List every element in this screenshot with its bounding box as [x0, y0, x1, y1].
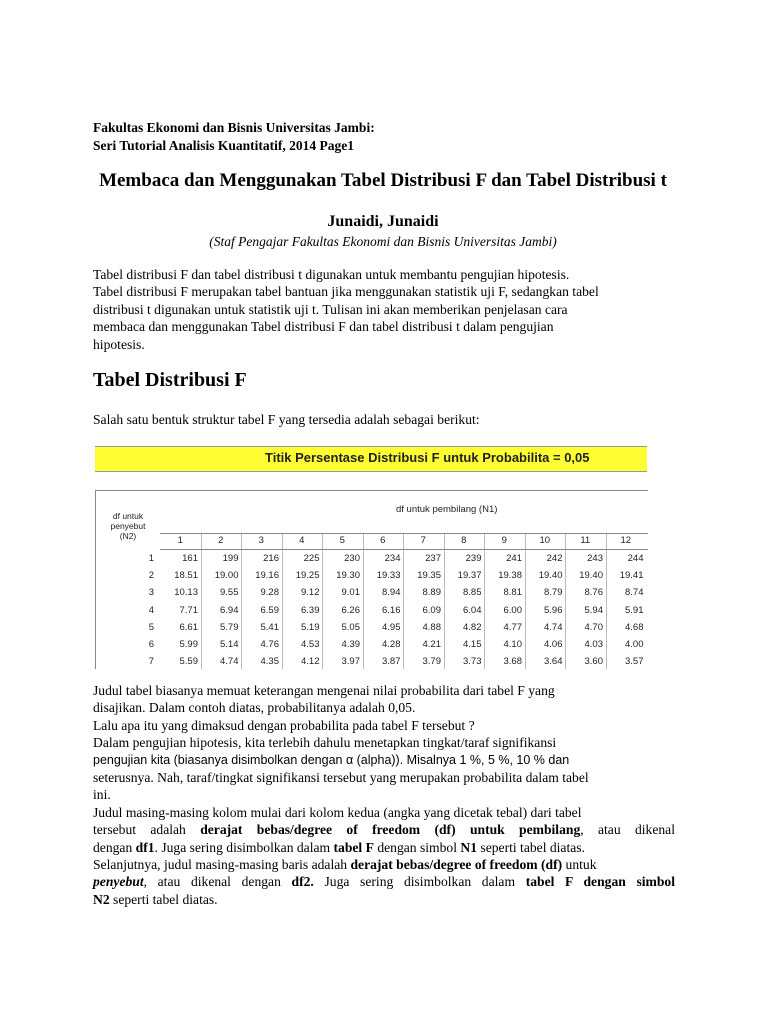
table-cell: 4.95	[382, 621, 401, 633]
table-cell: 225	[303, 553, 320, 564]
table-cell: 4.53	[301, 639, 320, 650]
column-number: 9	[501, 535, 507, 546]
table-cell: 3.57	[625, 656, 644, 668]
table-cell: 234	[384, 553, 401, 564]
table-cell: 8.81	[503, 587, 522, 599]
table-cell: 5.41	[260, 621, 279, 633]
text-run: dengan simbol	[373, 839, 461, 855]
header-line-1: Fakultas Ekonomi dan Bisnis Universitas Jambi:	[93, 120, 375, 135]
table-cell: 244	[627, 553, 644, 564]
bold-term: N1	[460, 839, 478, 855]
table-cell: 6.59	[260, 604, 279, 616]
table-cell: 4.70	[584, 621, 603, 633]
column-number: 1	[177, 535, 183, 546]
table-cell: 4.76	[260, 639, 279, 650]
table-cell: 19.16	[255, 570, 279, 582]
column-number: 3	[258, 535, 264, 546]
body-line: seterusnya. Nah, taraf/tingkat signifikansi tersebut yang merupakan probabilita dalam tabel	[93, 770, 589, 786]
table-cell: 4.28	[382, 639, 401, 650]
table-grid	[95, 490, 648, 669]
lead-text: Salah satu bentuk struktur tabel F yang tersedia adalah sebagai berikut:	[93, 412, 480, 427]
body-line	[93, 839, 675, 856]
table-cell: 4.39	[341, 639, 360, 650]
body-line: pengujian kita (biasanya disimbolkan dengan α (alpha)). Misalnya 1 %, 5 %, 10 % dan	[93, 752, 570, 767]
text-run: Juga sering disimbolkan dalam	[313, 874, 526, 890]
document-title: Membaca dan Menggunakan Tabel Distribusi F dan Tabel Distribusi t	[99, 170, 667, 191]
table-cell: 5.79	[220, 621, 239, 633]
table-cell: 6.61	[179, 621, 198, 633]
column-number: 5	[339, 535, 345, 546]
table-cell: 9.28	[260, 587, 279, 599]
section-heading: Tabel Distribusi F	[93, 369, 247, 391]
table-cell: 19.30	[336, 570, 360, 582]
table-cell: 19.35	[417, 570, 441, 582]
bold-term: df1	[135, 839, 155, 855]
header-divider	[160, 549, 648, 550]
table-cell: 237	[425, 553, 441, 564]
table-cell: 4.68	[625, 621, 644, 633]
table-cell: 19.40	[538, 570, 563, 582]
body-line: ini.	[93, 787, 111, 803]
table-cell: 8.85	[463, 587, 482, 599]
column-number: 2	[218, 535, 224, 546]
row-number: 4	[148, 604, 154, 616]
header-line-2: Seri Tutorial Analisis Kuantitatif, 2014 Page1	[93, 138, 355, 153]
table-cell: 4.15	[463, 639, 482, 650]
column-number: 6	[380, 535, 386, 546]
table-cell: 230	[344, 553, 360, 564]
body-line: disajikan. Dalam contoh diatas, probabilitanya adalah 0,05.	[93, 700, 416, 716]
table-cell: 199	[222, 553, 239, 564]
body-line: Judul masing-masing kolom mulai dari kolom kedua (angka yang dicetak tebal) dari tabel	[93, 804, 582, 820]
header-divider	[160, 533, 648, 534]
table-cell: 6.94	[220, 604, 239, 616]
table-cell: 10.13	[174, 587, 198, 599]
table-cell: 4.74	[544, 621, 563, 633]
text-run: Selanjutnya, judul masing-masing baris adalah	[93, 857, 351, 873]
table-cell: 8.94	[382, 587, 401, 599]
column-number: 10	[539, 535, 551, 546]
table-cell: 3.87	[382, 656, 401, 668]
body-line	[93, 873, 675, 890]
table-cell: 8.74	[625, 587, 644, 599]
row-header-line: (N2)	[119, 531, 137, 541]
document-header	[93, 119, 375, 155]
row-number: 6	[148, 639, 154, 650]
table-banner	[95, 446, 647, 472]
table-cell: 3.73	[463, 656, 482, 668]
bold-term: df2.	[291, 874, 314, 890]
row-number: 5	[148, 621, 154, 633]
table-cell: 3.68	[503, 656, 522, 668]
table-cell: 243	[587, 553, 603, 564]
row-number: 7	[148, 656, 154, 668]
body-line	[93, 856, 675, 873]
table-cell: 3.79	[422, 656, 441, 668]
intro-line: Tabel distribusi F merupakan tabel bantuan jika menggunakan statistik uji F, sedangkan tabel	[93, 284, 599, 300]
bold-term: derajat bebas/degree of freedom (df) untuk pembilang	[200, 822, 581, 838]
text-run: untuk	[562, 857, 597, 873]
table-cell: 4.35	[260, 656, 279, 668]
explanation-paragraphs	[93, 682, 675, 908]
body-line: Lalu apa itu yang dimaksud dengan probabilita pada tabel F tersebut ?	[93, 717, 475, 733]
table-cell: 4.10	[503, 639, 522, 650]
table-cell: 6.26	[341, 604, 360, 616]
row-number: 1	[148, 553, 154, 564]
table-cell: 241	[506, 553, 522, 564]
bold-italic-term: penyebut	[93, 874, 144, 890]
table-cell: 4.06	[544, 639, 563, 650]
text-run: seperti tabel diatas.	[477, 839, 585, 855]
table-cell: 8.79	[544, 587, 563, 599]
intro-line: distribusi t digunakan untuk statistik uji t. Tulisan ini akan memberikan penjelasan cara	[93, 301, 568, 317]
table-cell: 5.05	[341, 621, 360, 633]
column-number: 8	[461, 535, 467, 546]
column-number: 7	[420, 535, 426, 546]
table-cell: 216	[263, 553, 279, 564]
table-cell: 4.82	[463, 621, 482, 633]
table-cell: 7.71	[179, 604, 198, 616]
intro-paragraph	[93, 266, 675, 353]
table-cell: 5.19	[301, 621, 320, 633]
table-cell: 19.37	[457, 570, 482, 582]
table-cell: 8.89	[422, 587, 441, 599]
table-cell: 6.00	[503, 604, 522, 616]
intro-line: hipotesis.	[93, 336, 145, 352]
text-run: seperti tabel diatas.	[109, 891, 218, 907]
table-cell: 9.55	[220, 587, 239, 599]
row-header-line: df untuk	[112, 511, 144, 521]
table-cell: 3.60	[584, 656, 603, 668]
text-run: dengan	[93, 839, 136, 855]
column-number: 4	[299, 535, 305, 546]
table-cell: 19.41	[619, 570, 644, 582]
table-cell: 5.91	[625, 604, 644, 616]
row-header-line: penyebut	[110, 521, 146, 531]
table-cell: 4.12	[301, 656, 320, 668]
table-cell: 5.99	[179, 639, 198, 650]
table-cell: 19.33	[376, 570, 401, 582]
f-distribution-table	[95, 446, 647, 668]
table-cell: 19.25	[295, 570, 320, 582]
table-cell: 9.01	[341, 587, 360, 599]
column-number: 12	[620, 535, 632, 546]
table-cell: 6.39	[301, 604, 320, 616]
body-line	[93, 821, 675, 838]
author-affiliation: (Staf Pengajar Fakultas Ekonomi dan Bisnis Universitas Jambi)	[209, 234, 557, 249]
table-banner-title: Titik Persentase Distribusi F untuk Probabilita = 0,05	[265, 450, 590, 465]
table-cell: 5.14	[220, 639, 239, 650]
intro-line: Tabel distribusi F dan tabel distribusi t digunakan untuk membantu pengujian hipotesis.	[93, 267, 570, 282]
body-line: Judul tabel biasanya memuat keterangan mengenai nilai probabilita dari tabel F yang	[93, 683, 555, 698]
text-run: , atau dikenal	[580, 822, 675, 838]
table-cell: 5.94	[584, 604, 603, 616]
bold-term: tabel F dengan simbol	[525, 874, 675, 890]
table-cell: 9.12	[301, 587, 320, 599]
column-number: 11	[580, 535, 591, 546]
table-cell: 4.00	[625, 639, 644, 650]
table-cell: 239	[465, 553, 482, 564]
table-cell: 8.76	[584, 587, 603, 599]
row-number: 2	[148, 570, 154, 582]
author-name: Junaidi, Junaidi	[327, 213, 439, 230]
table-cell: 6.09	[422, 604, 441, 616]
text-run: tersebut adalah	[93, 822, 201, 838]
row-number: 3	[148, 587, 154, 599]
table-cell: 3.97	[341, 656, 360, 668]
bold-term: derajat bebas/degree of freedom (df)	[350, 857, 563, 873]
table-cell: 4.88	[422, 621, 441, 633]
table-cell: 18.51	[174, 570, 198, 582]
body-line: Dalam pengujian hipotesis, kita terlebih dahulu menetapkan tingkat/taraf signifikansi	[93, 735, 557, 751]
body-line	[93, 891, 675, 908]
table-cell: 5.96	[544, 604, 563, 616]
table-cell: 4.21	[422, 639, 441, 650]
table-cell: 242	[546, 553, 563, 564]
table-cell: 6.16	[382, 604, 401, 616]
bold-term: tabel F	[333, 839, 374, 855]
table-cell: 5.59	[179, 656, 198, 668]
table-cell: 4.03	[584, 639, 603, 650]
table-cell: 4.77	[503, 621, 522, 633]
table-cell: 19.00	[214, 570, 239, 582]
bold-term: N2	[93, 891, 110, 907]
text-run: . Juga sering disimbolkan dalam	[154, 839, 334, 855]
intro-line: membaca dan menggunakan Tabel distribusi F dan tabel distribusi t dalam pengujian	[93, 319, 554, 335]
table-cell: 3.64	[544, 656, 563, 668]
table-cell: 19.40	[579, 570, 603, 582]
table-cell: 4.74	[220, 656, 239, 668]
row-header	[96, 511, 160, 541]
table-cell: 161	[182, 553, 198, 564]
table-cell: 6.04	[463, 604, 482, 616]
table-cell: 19.38	[498, 570, 522, 582]
column-header: df untuk pembilang (N1)	[396, 504, 498, 515]
text-run: , atau dikenal dengan	[143, 874, 292, 890]
